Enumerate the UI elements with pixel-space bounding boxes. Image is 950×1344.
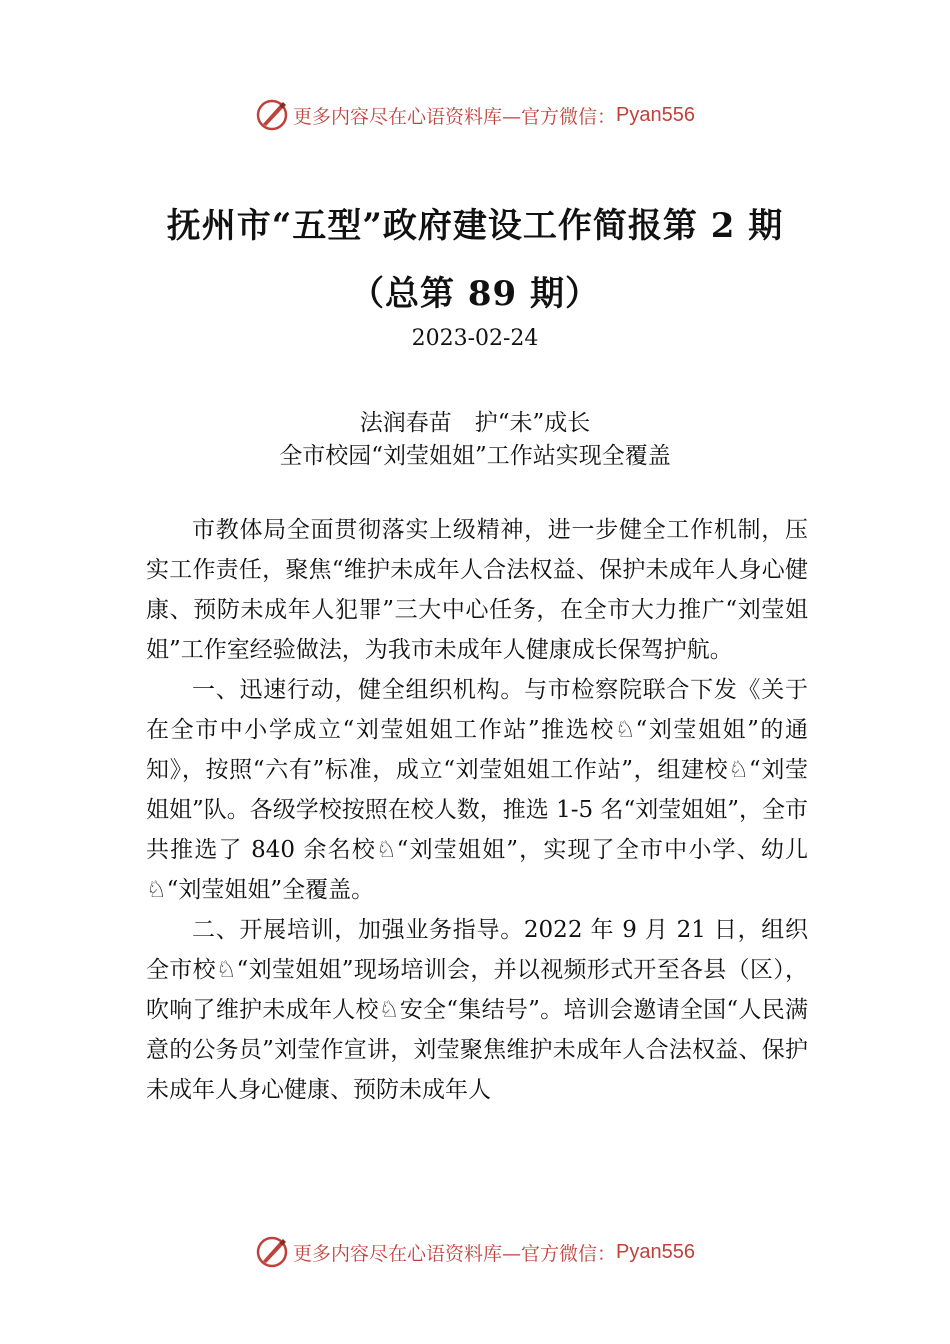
pen-logo-icon	[255, 1235, 289, 1269]
paragraph-section-1: 一、迅速行动，健全组织机构。与市检察院联合下发《关于在全市中小学成立“刘莹姐姐工作站”推选校♘“刘莹姐姐”的通知》，按照“六有”标准，成立“刘莹姐姐工作站”，组建校♘“刘莹姐姐”队。各级学校按照在校人数，推选 1-5 名“刘莹姐姐”，全市共推选了 840 余名校♘“刘莹姐姐”，实现了全市中小学、幼儿♘“刘莹姐姐”全覆盖。	[146, 677, 808, 903]
pen-logo-icon	[255, 98, 289, 132]
article-headline: 法润春苗 护“未”成长	[359, 410, 591, 436]
document-issue-number: （总第 89 期）	[350, 274, 600, 314]
document-title: 抚州市“五型”政府建设工作简报第 2 期	[166, 206, 784, 246]
paragraph-intro: 市教体局全面贯彻落实上级精神，进一步健全工作机制，压实工作责任，聚焦“维护未成年人合法权益、保护未成年人身心健康、预防未成年人犯罪”三大中心任务，在全市大力推广“刘莹姐姐”工作室经验做法，为我市未成年人健康成长保驾护航。	[146, 517, 808, 663]
watermark-wechat-id: Pyan556	[616, 103, 695, 126]
watermark-wechat-id: Pyan556	[616, 1240, 695, 1263]
watermark-text: 更多内容尽在心语资料库—官方微信：	[293, 1242, 617, 1265]
watermark-text: 更多内容尽在心语资料库—官方微信：	[293, 105, 617, 128]
article-subheadline: 全市校园“刘莹姐姐”工作站实现全覆盖	[279, 443, 671, 469]
watermark-banner-top	[0, 95, 950, 135]
article-body	[146, 510, 808, 1110]
watermark-banner-bottom	[0, 1232, 950, 1272]
paragraph-section-2: 二、开展培训，加强业务指导。2022 年 9 月 21 日，组织全市校♘“刘莹姐姐”现场培训会，并以视频形式开至各县（区），吹响了维护未成年人校♘安全“集结号”。培训会邀请全国“人民满意的公务员”刘莹作宣讲，刘莹聚焦维护未成年人合法权益、保护未成年人身心健康、预防未成年人	[146, 917, 808, 1103]
publish-date: 2023-02-24	[411, 326, 539, 351]
